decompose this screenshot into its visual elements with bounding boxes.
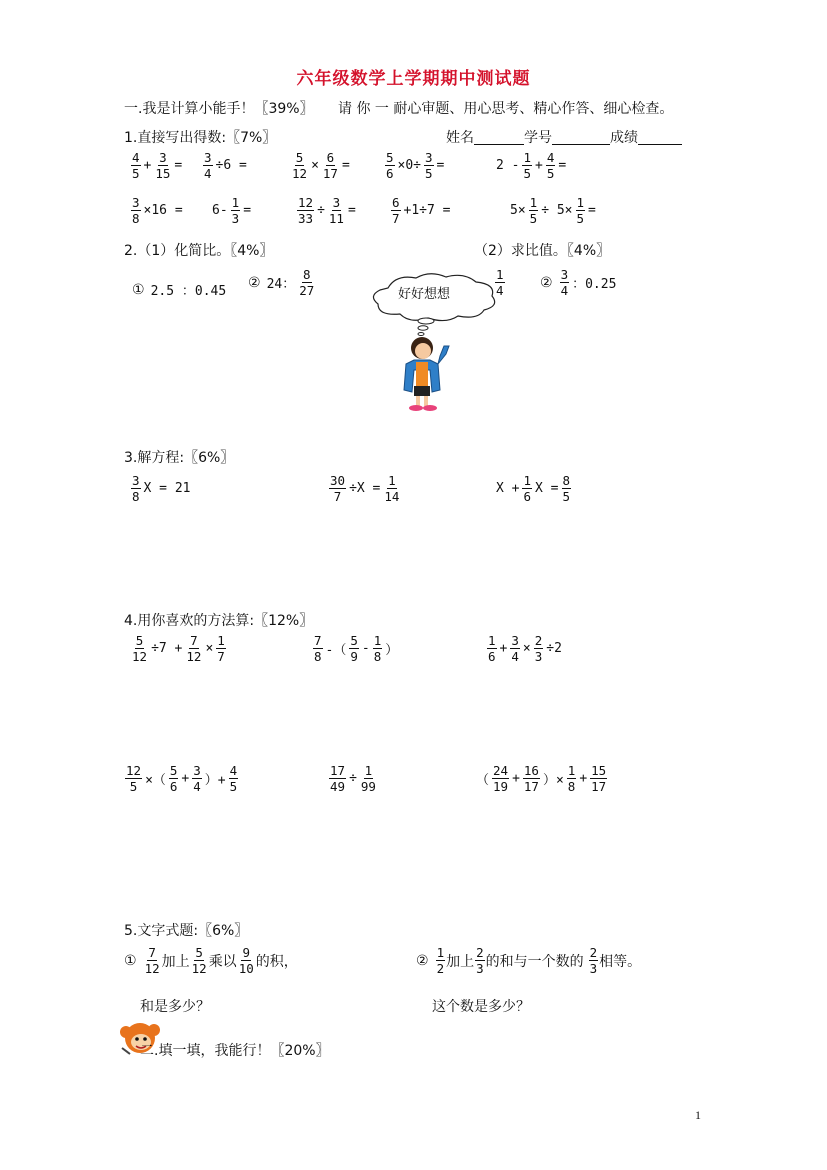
expression: $\frac{1}{4}$ [496, 267, 504, 298]
expression: 5× $\frac{1}{5}$ ÷ 5× $\frac{1}{5}$ = [510, 195, 596, 226]
expression: $\frac{6}{7}$ +1÷7 = [392, 195, 451, 226]
expression: $\frac{12}{33}$ ÷ $\frac{3}{11}$ = [298, 195, 356, 226]
ratio-text: 2.5 ：0.45 [150, 284, 227, 299]
equation: $\frac{3}{8}$ X = 21 [132, 473, 191, 504]
problem-text: 加上 [446, 953, 475, 970]
expression: $\frac{5}{12}$ ÷7 + $\frac{7}{12}$ × $\frac{1}{7}$ [132, 633, 225, 664]
question-label: 4.用你喜欢的方法算:〖12%〗 [124, 613, 314, 629]
expression: ② 24： $\frac{8}{27}$ [248, 267, 315, 298]
expression: （ $\frac{24}{19}$ + $\frac{16}{17}$ ）× $\frac{1}{8}$ + $\frac{15}{17}$ [476, 763, 607, 794]
name-blank[interactable] [474, 130, 524, 145]
circled-number: ① [132, 281, 145, 298]
page-title: 六年级数学上学期期中测试题 [296, 69, 531, 89]
expression: $\frac{12}{5}$ ×（ $\frac{5}{6}$ + $\frac{3}{4}$ ）+ $\frac{4}{5}$ [126, 763, 238, 794]
expression: $\frac{17}{49}$ ÷ $\frac{1}{99}$ [330, 763, 376, 794]
section-heading: 一.我是计算小能手！〖39%〗 [124, 101, 314, 117]
question-label: 2.（1）化简比。〖4%〗 [124, 243, 274, 259]
question-label: 1.直接写出得数:〖7%〗 [124, 130, 277, 146]
score-blank[interactable] [638, 130, 682, 145]
expression: $\frac{4}{5}$ + $\frac{3}{15}$ = [132, 150, 183, 181]
ratio-text: ：0.25 [572, 277, 617, 292]
bubble-text: 好好想想 [398, 287, 451, 302]
problem-question: 和是多少？ [140, 999, 210, 1015]
expression: 6- $\frac{1}{3}$ = [212, 195, 252, 226]
problem-text: 的和与一个数的 [485, 953, 584, 970]
equation: $\frac{30}{7}$ ÷X = $\frac{1}{14}$ [330, 473, 400, 504]
question-label: （2）求比值。〖4%〗 [474, 243, 611, 259]
circled-number: ② [540, 274, 553, 291]
name-label: 姓名 [446, 130, 474, 146]
problem-text: 相等。 [599, 953, 642, 970]
expression: $\frac{5}{6}$ ×0÷ $\frac{3}{5}$ = [386, 150, 445, 181]
expression: $\frac{3}{8}$ ×16 = [132, 195, 183, 226]
section-heading: 二.填一填，我能行！〖20%〗 [140, 1043, 330, 1059]
problem-text: 的积， [255, 953, 298, 970]
circled-number: ② [248, 274, 261, 291]
expression: ② $\frac{3}{4}$ ：0.25 [540, 267, 617, 298]
expression: $\frac{7}{8}$ -（ $\frac{5}{9}$ - $\frac{1}{8}$ ） [314, 633, 399, 664]
word-problem: ② $\frac{1}{2}$ 加上 $\frac{2}{3}$ 的和与一个数的 $\frac{2}{3}$ 相等。 [416, 945, 642, 976]
ratio-text: 24： [266, 277, 296, 292]
problem-question: 这个数是多少？ [432, 999, 530, 1015]
page-number: 1 [695, 1108, 701, 1122]
thought-bubble [366, 268, 502, 338]
question-label: 3.解方程:〖6%〗 [124, 450, 235, 466]
id-blank[interactable] [552, 130, 610, 145]
id-label: 学号 [524, 130, 552, 146]
problem-text: 加上 [161, 953, 190, 970]
expression: $\frac{5}{12}$ × $\frac{6}{17}$ = [292, 150, 350, 181]
motto-text: 请 你 一 耐心审题、用心思考、精心作答、细心检查。 [338, 101, 674, 117]
circled-number: ② [416, 952, 429, 969]
expression: 2 - $\frac{1}{5}$ + $\frac{4}{5}$ = [496, 150, 567, 181]
circled-number: ① [124, 952, 137, 969]
equation: X + $\frac{1}{6}$ X = $\frac{8}{5}$ [496, 473, 571, 504]
question-label: 5.文字式题:〖6%〗 [124, 923, 249, 939]
expression [132, 280, 228, 299]
expression: $\frac{1}{6}$ + $\frac{3}{4}$ × $\frac{2}{3}$ ÷2 [488, 633, 562, 664]
student-info [446, 127, 682, 147]
problem-text: 乘以 [208, 953, 237, 970]
thinking-girl-illustration [392, 334, 452, 416]
expression: $\frac{3}{4}$ ÷6 = [204, 150, 247, 181]
word-problem: ① $\frac{7}{12}$ 加上 $\frac{5}{12}$ 乘以 $\frac{9}{10}$ 的积， [124, 945, 298, 976]
score-label: 成绩 [610, 130, 638, 146]
